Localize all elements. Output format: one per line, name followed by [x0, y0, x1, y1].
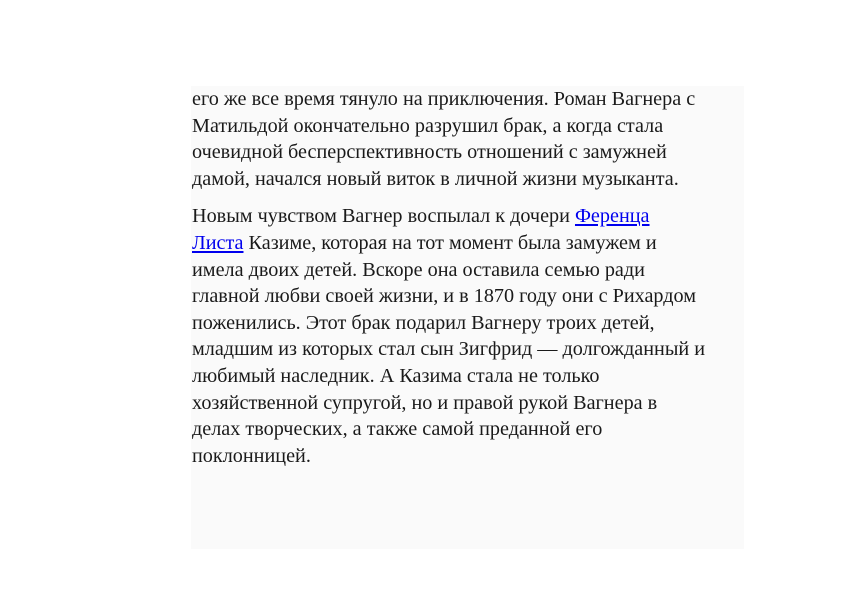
paragraph-1 — [192, 86, 744, 192]
paragraph-2 — [192, 203, 744, 469]
liszt-link-part-2[interactable]: Листа — [192, 231, 244, 254]
paragraph-1-line: дамой, начался новый виток в личной жизни музыканта. — [192, 167, 679, 190]
paragraph-2-line: поклонницей. — [192, 444, 311, 467]
paragraph-2-line — [192, 230, 744, 257]
paragraph-2-line: хозяйственной супругой, но и правой рукой Вагнера в — [192, 391, 658, 414]
paragraph-1-line: его же все время тянуло на приключения. Роман Вагнера с — [192, 88, 696, 110]
paragraph-2-line: поженились. Этот брак подарил Вагнеру троих детей, — [192, 311, 655, 334]
paragraph-2-line: любимый наследник. А Казима стала не только — [192, 364, 600, 387]
paragraph-2-line: главной любви своей жизни, и в 1870 году они с Рихардом — [192, 285, 697, 308]
paragraph-1-line: Матильдой окончательно разрушил брак, а когда стала — [192, 114, 664, 137]
paragraph-2-line: младшим из которых стал сын Зигфрид — долгожданный и — [192, 338, 706, 361]
paragraph-2-line: делах творческих, а также самой преданной его — [192, 418, 603, 441]
text-panel — [191, 86, 744, 549]
paragraph-2-line: имела двоих детей. Вскоре она оставила семью ради — [192, 258, 645, 281]
paragraph-2-line — [192, 203, 744, 230]
liszt-link-part-1[interactable]: Ференца — [574, 205, 650, 228]
paragraph-1-line: очевидной бесперспективность отношений с замужней — [192, 141, 667, 164]
paragraph-2-text: Новым чувством Вагнер воспылал к дочери — [192, 205, 575, 228]
paragraph-2-text: Казиме, которая на тот момент была замужем и — [243, 231, 657, 254]
